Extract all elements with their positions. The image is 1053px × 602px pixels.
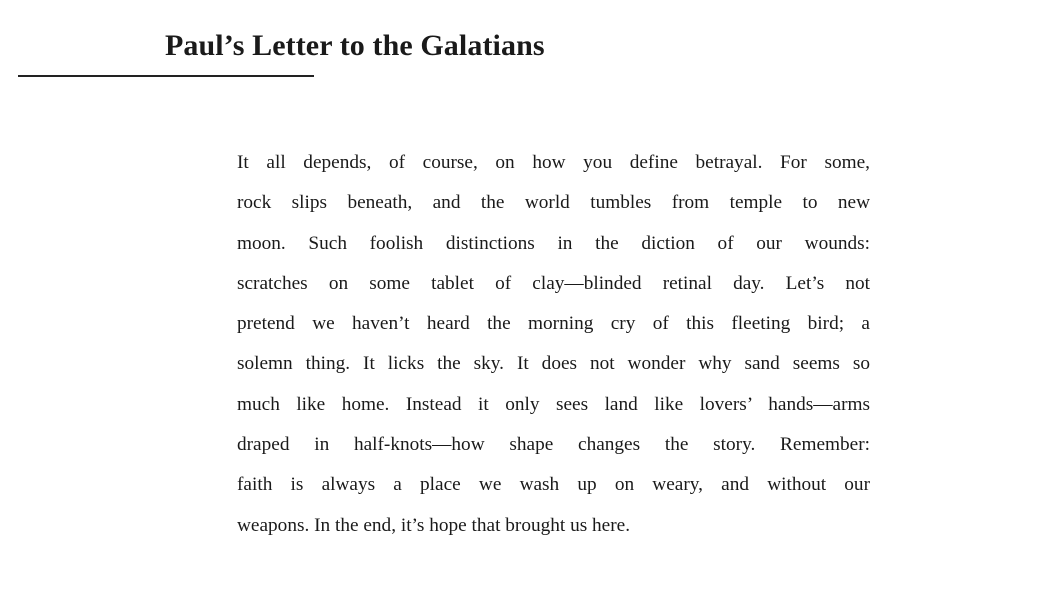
poem-line-5: pretend we haven’t heard the morning cry of this fleeting bird; a [237,313,870,335]
prose-poem-body [237,143,870,546]
poem-line-2: rock slips beneath, and the world tumbles from temple to new [237,192,870,214]
poem-line-10: weapons. In the end, it’s hope that brought us here. [237,514,631,536]
poem-line-1: It all depends, of course, on how you define betrayal. For some, [237,152,870,173]
poem-line-8: draped in half-knots—how shape changes the story. Remember: [237,434,870,456]
title-underline-divider [18,75,314,77]
page-title: Paul’s Letter to the Galatians [165,29,545,62]
poem-line-7: much like home. Instead it only sees land like lovers’ hands—arms [237,393,870,415]
poem-line-4: scratches on some tablet of clay—blinded retinal day. Let’s not [237,272,870,294]
poem-line-3: moon. Such foolish distinctions in the diction of our wounds: [237,232,870,254]
poem-line-6: solemn thing. It licks the sky. It does not wonder why sand seems so [237,353,870,375]
poem-line-9: faith is always a place we wash up on weary, and without our [237,474,870,496]
